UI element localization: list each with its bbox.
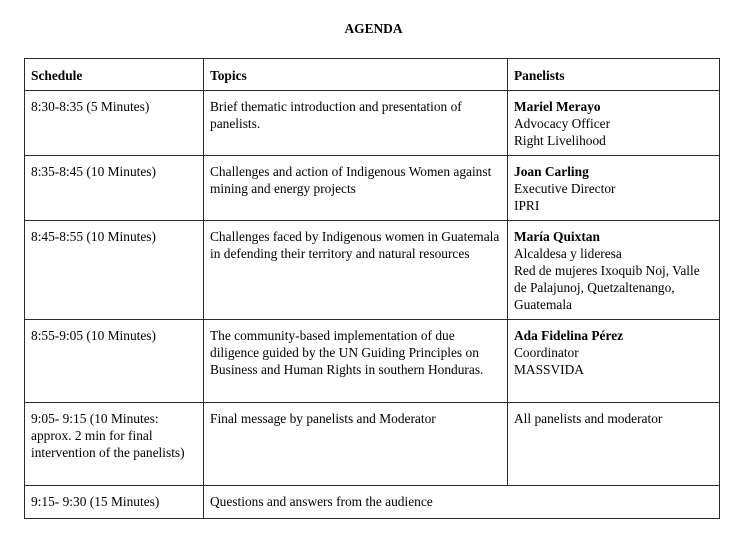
panelist-cell xyxy=(508,221,720,320)
panelist-cell xyxy=(508,156,720,221)
table-row xyxy=(25,156,720,221)
schedule-cell: 8:55-9:05 (10 Minutes) xyxy=(25,320,204,403)
agenda-table xyxy=(24,58,720,519)
agenda-title: AGENDA xyxy=(344,21,403,36)
table-row xyxy=(25,486,720,519)
panelist-role: Alcaldesa y lideresa xyxy=(514,246,622,261)
topic-cell: Final message by panelists and Moderator xyxy=(204,403,508,486)
panelist-role: Advocacy Officer xyxy=(514,116,611,131)
table-row xyxy=(25,91,720,156)
panelist-name: Ada Fidelina Pérez xyxy=(514,328,624,343)
panelist-cell xyxy=(508,320,720,403)
panelist-cell: All panelists and moderator xyxy=(508,403,720,486)
schedule-cell: 9:05- 9:15 (10 Minutes: approx. 2 min for final intervention of the panelists) xyxy=(25,403,204,486)
panelist-role: Coordinator xyxy=(514,345,579,360)
table-row xyxy=(25,403,720,486)
schedule-cell: 8:35-8:45 (10 Minutes) xyxy=(25,156,204,221)
panelist-name: Mariel Merayo xyxy=(514,99,601,114)
header-panelists: Panelists xyxy=(508,59,720,91)
panelist-org: Right Livelihood xyxy=(514,133,606,148)
topic-cell: Challenges faced by Indigenous women in Guatemala in defending their territory and natural resources xyxy=(204,221,508,320)
panelist-name: María Quixtan xyxy=(514,229,600,244)
topic-cell: The community-based implementation of due diligence guided by the UN Guiding Principles on Business and Human Rights in southern Honduras. xyxy=(204,320,508,403)
header-row xyxy=(25,59,720,91)
header-schedule: Schedule xyxy=(25,59,204,91)
schedule-cell: 9:15- 9:30 (15 Minutes) xyxy=(25,486,204,519)
topic-cell: Challenges and action of Indigenous Women against mining and energy projects xyxy=(204,156,508,221)
panelist-org: Red de mujeres Ixoquib Noj, Valle de Palajunoj, Quetzaltenango, Guatemala xyxy=(514,263,700,312)
schedule-cell: 8:30-8:35 (5 Minutes) xyxy=(25,91,204,156)
panelist-name: Joan Carling xyxy=(514,164,589,179)
panelist-org: MASSVIDA xyxy=(514,362,584,377)
table-row xyxy=(25,320,720,403)
topic-cell: Questions and answers from the audience xyxy=(204,486,720,519)
panelist-org: IPRI xyxy=(514,198,540,213)
panelist-role: Executive Director xyxy=(514,181,616,196)
panelist-cell xyxy=(508,91,720,156)
topic-cell: Brief thematic introduction and presentation of panelists. xyxy=(204,91,508,156)
header-topics: Topics xyxy=(204,59,508,91)
schedule-cell: 8:45-8:55 (10 Minutes) xyxy=(25,221,204,320)
table-row xyxy=(25,221,720,320)
